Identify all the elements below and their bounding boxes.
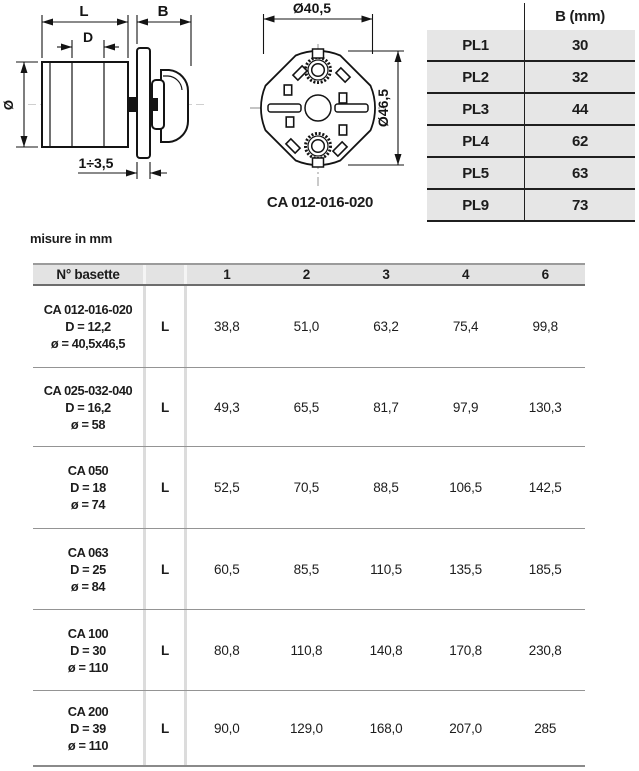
value-cell: 185,5 xyxy=(528,561,562,577)
value-cell: 207,0 xyxy=(449,720,482,736)
basette-cell xyxy=(33,610,143,690)
model-name: CA 100 xyxy=(67,625,109,641)
l-cell: L xyxy=(143,529,187,609)
table-row xyxy=(427,158,635,190)
dim-label-d40: Ø40,5 xyxy=(292,0,332,16)
model-name: CA 050 xyxy=(67,463,109,478)
pl-value: 32 xyxy=(571,68,589,86)
value-cell: 65,5 xyxy=(293,399,320,415)
header-col-2: 2 xyxy=(302,267,310,282)
pl-label: PL9 xyxy=(427,190,525,220)
header-col-3: 3 xyxy=(382,267,390,282)
model-diameter: ø = 40,5x46,5 xyxy=(50,336,126,351)
shaft-hole xyxy=(305,95,331,121)
model-d: D = 39 xyxy=(70,720,106,736)
b-header-empty xyxy=(427,3,525,30)
basette-cell xyxy=(33,286,143,367)
value-cell: 129,0 xyxy=(289,720,323,736)
pl-value: 73 xyxy=(571,196,589,214)
l-cell: L xyxy=(143,610,187,690)
pl-label: PL3 xyxy=(427,94,525,124)
model-diameter: ø = 110 xyxy=(67,737,109,753)
value-cell: 135,5 xyxy=(449,561,482,577)
model-name: CA 025-032-040 xyxy=(43,382,133,398)
value-cell: 130,3 xyxy=(528,399,562,415)
table-row xyxy=(427,94,635,126)
basette-cell xyxy=(33,368,143,446)
pl-value: 30 xyxy=(571,36,589,54)
l-cell: L xyxy=(143,447,187,528)
table-row xyxy=(33,447,585,529)
value-cell: 110,8 xyxy=(290,642,323,658)
dimensions-table xyxy=(33,263,585,767)
value-cell: 70,5 xyxy=(293,480,320,495)
pl-label: PL4 xyxy=(427,126,525,156)
table-header-row xyxy=(33,263,585,286)
dim-label-b: B xyxy=(157,3,169,20)
dim-label-l: L xyxy=(79,3,89,20)
switch-body-outline xyxy=(42,48,188,158)
header-l-spacer xyxy=(143,265,187,284)
model-d: D = 25 xyxy=(70,561,106,577)
model-d: D = 12,2 xyxy=(65,319,111,334)
dim-label-d: D xyxy=(82,29,94,45)
model-diameter: ø = 74 xyxy=(70,497,106,512)
model-name: CA 200 xyxy=(67,703,109,719)
value-cell: 85,5 xyxy=(293,561,320,577)
header-col-6: 6 xyxy=(541,267,549,282)
model-name: CA 063 xyxy=(67,544,109,560)
header-col-4: 4 xyxy=(461,267,470,282)
basette-cell xyxy=(33,529,143,609)
value-cell: 51,0 xyxy=(293,319,320,334)
front-view-drawing xyxy=(230,0,430,192)
units-note: misure in mm xyxy=(30,231,113,246)
model-d: D = 16,2 xyxy=(65,399,111,415)
value-cell: 49,3 xyxy=(214,399,240,415)
value-cell: 285 xyxy=(534,720,557,736)
basette-cell xyxy=(33,447,143,528)
table-row xyxy=(33,286,585,368)
b-header-label: B (mm) xyxy=(555,8,605,25)
l-cell: L xyxy=(143,286,187,367)
dim-label-diameter: Ø xyxy=(1,99,16,111)
value-cell: 142,5 xyxy=(528,480,562,495)
l-cell: L xyxy=(143,691,187,765)
header-col-1: 1 xyxy=(223,267,231,282)
table-row xyxy=(33,529,585,610)
pl-value: 44 xyxy=(571,100,589,118)
header-basette: N° basette xyxy=(56,267,120,282)
front-view-caption: CA 012-016-020 xyxy=(266,194,374,211)
model-diameter: ø = 58 xyxy=(70,416,106,432)
table-row xyxy=(33,368,585,447)
pl-label: PL5 xyxy=(427,158,525,188)
model-d: D = 18 xyxy=(70,480,106,495)
value-cell: 106,5 xyxy=(449,480,482,495)
value-cell: 90,0 xyxy=(214,720,240,736)
b-dimension-table xyxy=(427,3,635,222)
value-cell: 97,9 xyxy=(452,399,479,415)
value-cell: 60,5 xyxy=(214,561,240,577)
value-cell: 88,5 xyxy=(373,480,399,495)
value-cell: 81,7 xyxy=(373,399,399,415)
pl-value: 62 xyxy=(571,132,589,150)
table-row xyxy=(33,691,585,765)
value-cell: 170,8 xyxy=(449,642,482,658)
table-row xyxy=(427,190,635,222)
basette-cell xyxy=(33,691,143,765)
model-diameter: ø = 110 xyxy=(67,659,109,675)
side-view-drawing xyxy=(0,0,230,230)
value-cell: 75,4 xyxy=(452,319,479,334)
value-cell: 52,5 xyxy=(214,480,240,495)
table-row xyxy=(427,126,635,158)
dim-label-thickness: 1÷3,5 xyxy=(78,155,114,171)
table-row xyxy=(427,30,635,62)
dim-label-d46: Ø46,5 xyxy=(375,88,391,128)
value-cell: 140,8 xyxy=(369,642,403,658)
table-row xyxy=(33,610,585,691)
value-cell: 63,2 xyxy=(373,319,399,334)
l-cell: L xyxy=(143,368,187,446)
table-row xyxy=(427,62,635,94)
model-d: D = 30 xyxy=(70,642,106,658)
model-name: CA 012-016-020 xyxy=(43,302,133,317)
value-cell: 230,8 xyxy=(528,642,562,658)
model-diameter: ø = 84 xyxy=(70,578,106,594)
pl-value: 63 xyxy=(571,164,589,182)
value-cell: 110,5 xyxy=(370,561,402,577)
value-cell: 99,8 xyxy=(532,319,558,334)
value-cell: 80,8 xyxy=(214,642,240,658)
pl-label: PL1 xyxy=(427,30,525,60)
value-cell: 38,8 xyxy=(214,319,240,334)
value-cell: 168,0 xyxy=(369,720,403,736)
b-table-header xyxy=(427,3,635,30)
pl-label: PL2 xyxy=(427,62,525,92)
